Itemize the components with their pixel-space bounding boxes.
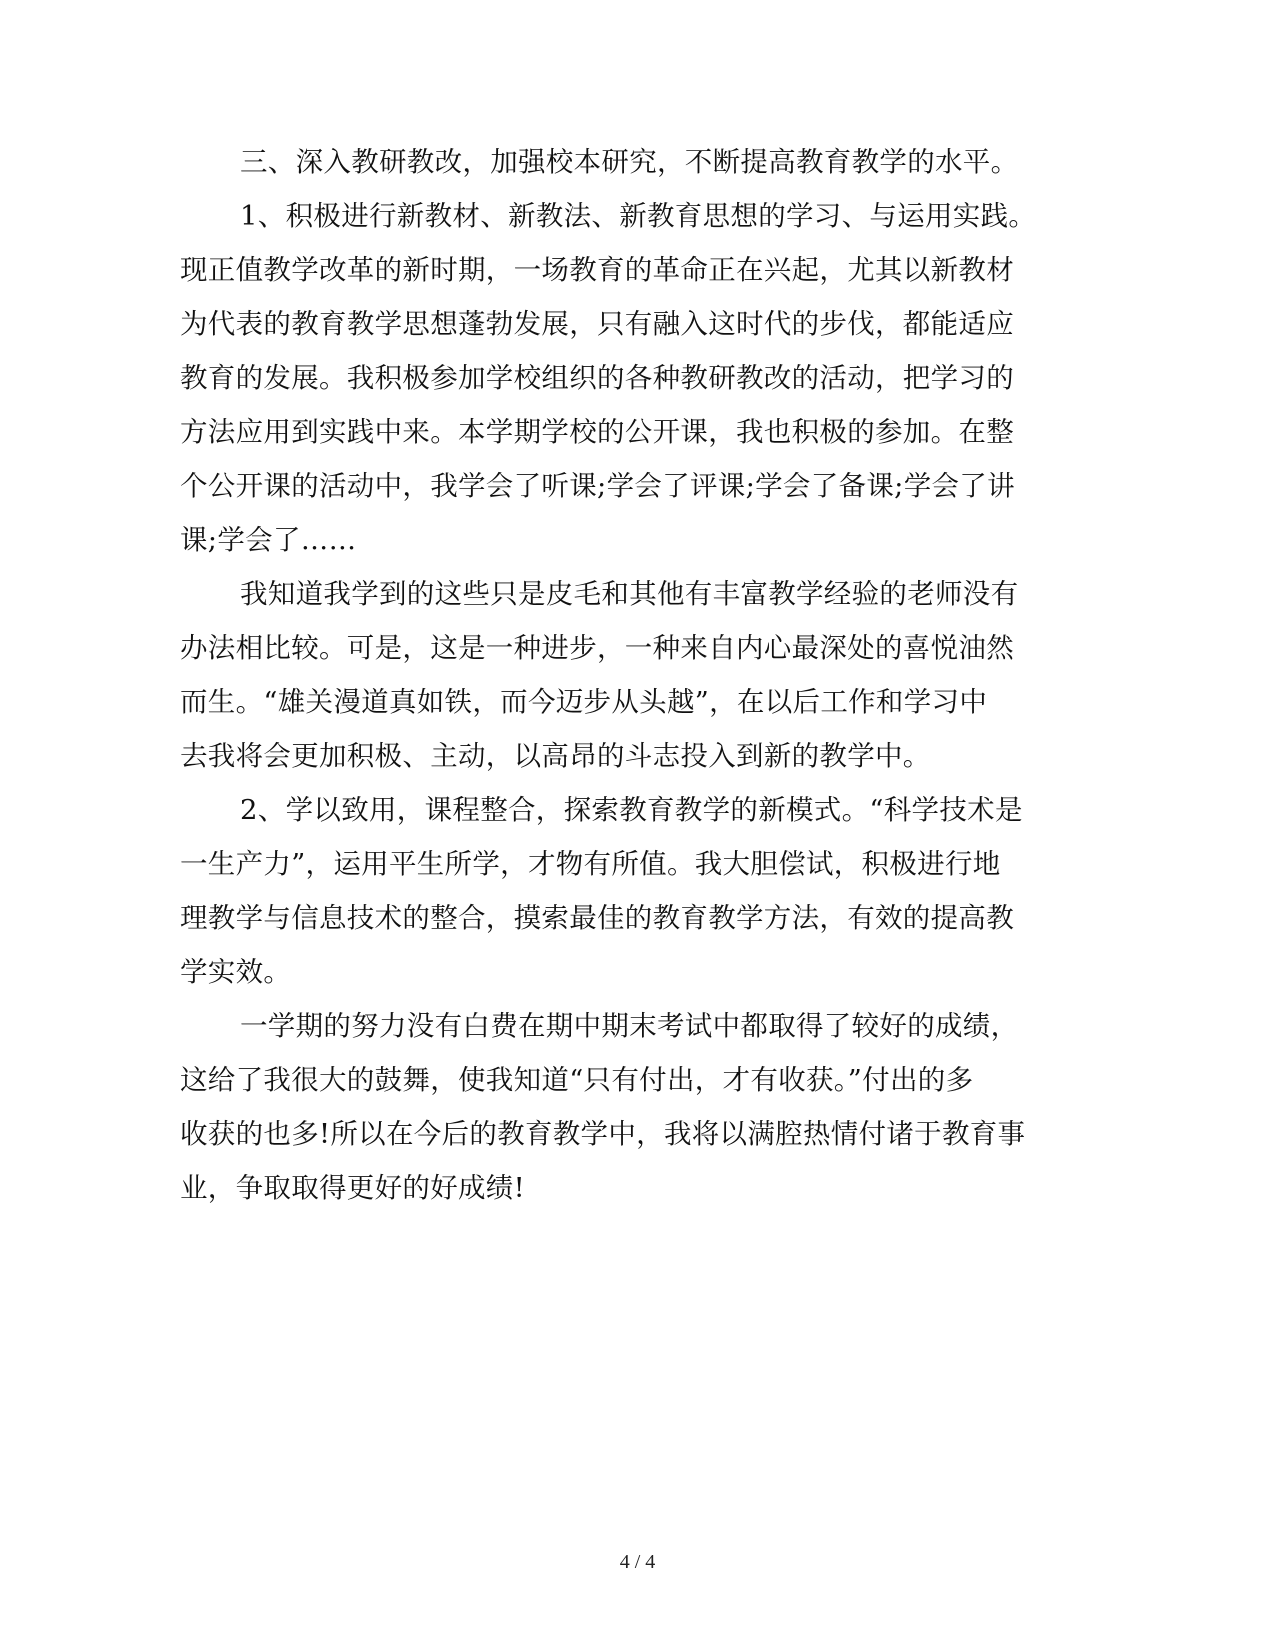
page-number: 4 / 4 (619, 1551, 656, 1573)
paragraph-line: 方法应用到实践中来。本学期学校的公开课，我也积极的参加。在整 (180, 416, 1014, 448)
paragraph-line: 课;学会了…… (180, 524, 357, 556)
paragraph-line: 2、学以致用，课程整合，探索教育教学的新模式。“科学技术是 (240, 794, 1023, 826)
paragraph-line: 这给了我很大的鼓舞，使我知道“只有付出，才有收获。”付出的多 (180, 1064, 974, 1096)
paragraph-line: 业，争取取得更好的好成绩! (180, 1172, 525, 1204)
paragraph-line: 理教学与信息技术的整合，摸索最佳的教育教学方法，有效的提高教 (180, 902, 1014, 934)
paragraph-line: 教育的发展。我积极参加学校组织的各种教研教改的活动，把学习的 (180, 362, 1014, 394)
paragraph-line: 一学期的努力没有白费在期中期末考试中都取得了较好的成绩， (240, 1010, 1019, 1042)
paragraph-line: 一生产力”，运用平生所学，才物有所值。我大胆偿试，积极进行地 (180, 848, 1001, 880)
paragraph-line: 收获的也多!所以在今后的教育教学中，我将以满腔热情付诸于教育事 (180, 1118, 1026, 1150)
paragraph-line: 去我将会更加积极、主动，以高昂的斗志投入到新的教学中。 (180, 740, 931, 772)
paragraph-line: 办法相比较。可是，这是一种进步，一种来自内心最深处的喜悦油然 (180, 632, 1014, 664)
paragraph-line: 我知道我学到的这些只是皮毛和其他有丰富教学经验的老师没有 (240, 578, 1019, 610)
paragraph-line: 1、积极进行新教材、新教法、新教育思想的学习、与运用实践。 (240, 200, 1037, 232)
paragraph-line: 个公开课的活动中，我学会了听课;学会了评课;学会了备课;学会了讲 (180, 470, 1015, 502)
paragraph-line: 为代表的教育教学思想蓬勃发展，只有融入这时代的步伐，都能适应 (180, 308, 1014, 340)
section-heading: 三、深入教研教改，加强校本研究，不断提高教育教学的水平。 (240, 146, 1019, 178)
paragraph-line: 现正值教学改革的新时期，一场教育的革命正在兴起，尤其以新教材 (180, 254, 1014, 286)
paragraph-line: 而生。“雄关漫道真如铁，而今迈步从头越”，在以后工作和学习中 (180, 686, 988, 718)
paragraph-line: 学实效。 (180, 956, 292, 988)
